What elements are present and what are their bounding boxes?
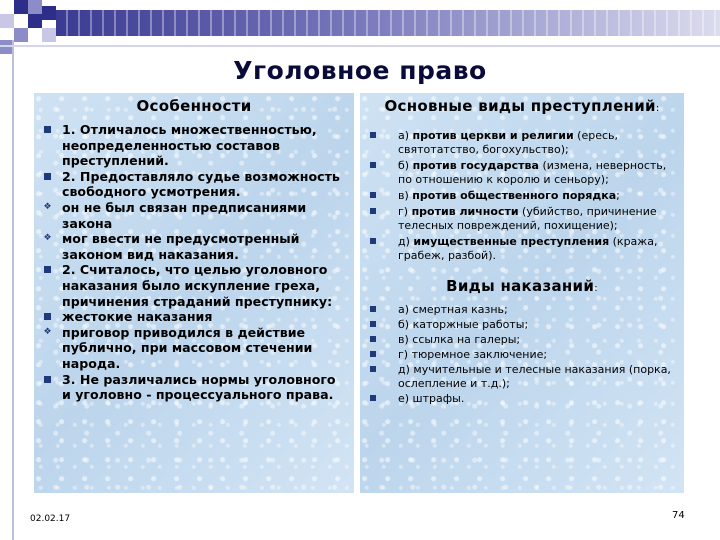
square-bullet-icon — [370, 238, 376, 244]
square-bullet-icon — [44, 266, 51, 273]
list-item — [34, 325, 354, 372]
slide-date: 02.02.17 — [30, 514, 71, 524]
item-text: в) ссылка на галеры; — [398, 333, 521, 346]
list-item — [360, 205, 684, 233]
item-bold: против общественного порядка — [412, 189, 617, 202]
page-title: Уголовное право — [233, 56, 487, 85]
item-text: 2. Считалось, что целью уголовного наказания было искупление греха, причинения страданий преступнику: — [62, 262, 333, 309]
list-item — [360, 348, 684, 362]
list-item — [360, 392, 684, 406]
crimes-panel — [360, 93, 684, 493]
features-heading: Особенности — [136, 97, 252, 115]
decor-vertical-line — [12, 40, 14, 540]
punishments-heading — [360, 277, 684, 295]
item-text: е) штрафы. — [398, 392, 465, 405]
list-item — [360, 363, 684, 391]
item-prefix: а) — [398, 129, 413, 142]
item-prefix: б) — [398, 159, 413, 172]
square-bullet-icon — [44, 313, 51, 320]
square-bullet-icon — [370, 321, 376, 327]
decor-horizontal-line — [0, 45, 720, 47]
list-item — [360, 333, 684, 347]
item-prefix: в) — [398, 189, 413, 202]
item-text: он не был связан предписаниями закона — [62, 199, 307, 231]
item-text: а) смертная казнь; — [398, 303, 508, 316]
square-bullet-icon — [370, 162, 376, 168]
list-item — [34, 122, 354, 169]
list-item — [360, 129, 684, 157]
square-bullet-icon — [370, 366, 376, 372]
punishments-heading-text: Виды наказаний — [446, 277, 595, 295]
square-bullet-icon — [44, 173, 51, 180]
crimes-heading — [360, 97, 684, 115]
list-item — [360, 318, 684, 332]
header-stripe-pattern — [56, 10, 720, 36]
item-bold: против государства — [412, 159, 539, 172]
punishments-heading-colon: : — [594, 283, 598, 294]
crimes-list — [360, 129, 684, 263]
square-bullet-icon — [370, 132, 376, 138]
list-item — [34, 262, 354, 309]
features-list — [34, 122, 354, 403]
item-text: ; — [616, 189, 620, 202]
item-text: 3. Не различались нормы уголовного и уголовно - процессуального права. — [62, 371, 336, 403]
item-text: 1. Отличалось множественностью, неопределенностью составов преступлений. — [62, 122, 317, 169]
item-text: (ересь, святотатство, богохульство); — [398, 129, 619, 156]
item-prefix: д) — [398, 235, 414, 248]
item-text: 2. Предоставляло судье возможность свободного усмотрения. — [62, 168, 340, 200]
item-text: приговор приводился в действие публично, при массовом стечении народа. — [62, 324, 313, 371]
square-bullet-icon — [44, 126, 51, 133]
diamond-bullet-icon: ❖ — [43, 201, 52, 212]
list-item — [34, 309, 354, 325]
list-item — [34, 200, 354, 231]
diamond-bullet-icon: ❖ — [43, 326, 52, 337]
list-item — [360, 159, 684, 187]
item-text: д) мучительные и телесные наказания (порка, ослепление и т.д.); — [398, 363, 671, 390]
list-item — [360, 303, 684, 317]
square-bullet-icon — [370, 395, 376, 401]
list-item — [34, 372, 354, 403]
item-text: (измена, неверность, по отношению к королю и сеньору); — [398, 159, 667, 186]
square-bullet-icon — [370, 208, 376, 214]
list-item — [360, 235, 684, 263]
page-number: 74 — [672, 510, 685, 521]
square-bullet-icon — [370, 351, 376, 357]
features-panel — [34, 93, 354, 493]
item-bold: против церкви и религии — [412, 129, 574, 142]
square-bullet-icon — [370, 192, 376, 198]
square-bullet-icon — [370, 306, 376, 312]
item-text: мог ввести не предусмотренный законом вид наказания. — [62, 231, 300, 262]
item-prefix: г) — [398, 205, 412, 218]
item-text: (убийство, причинение телесных повреждений, похищение); — [398, 205, 657, 232]
item-bold: против личности — [411, 205, 519, 218]
crimes-heading-text: Основные виды преступлений — [384, 97, 656, 115]
item-text: г) тюремное заключение; — [398, 348, 548, 361]
list-item — [360, 189, 684, 203]
list-item — [34, 169, 354, 200]
item-text: (кража, грабеж, разбой). — [398, 235, 658, 262]
item-bold: имущественные преступления — [413, 235, 610, 248]
punishments-list — [360, 303, 684, 406]
item-text: б) каторжные работы; — [398, 318, 529, 331]
square-bullet-icon — [44, 376, 51, 383]
crimes-heading-colon: : — [655, 103, 660, 114]
list-item — [34, 231, 354, 262]
diamond-bullet-icon: ❖ — [43, 233, 52, 244]
item-text: жестокие наказания — [62, 309, 213, 325]
square-bullet-icon — [370, 336, 376, 342]
